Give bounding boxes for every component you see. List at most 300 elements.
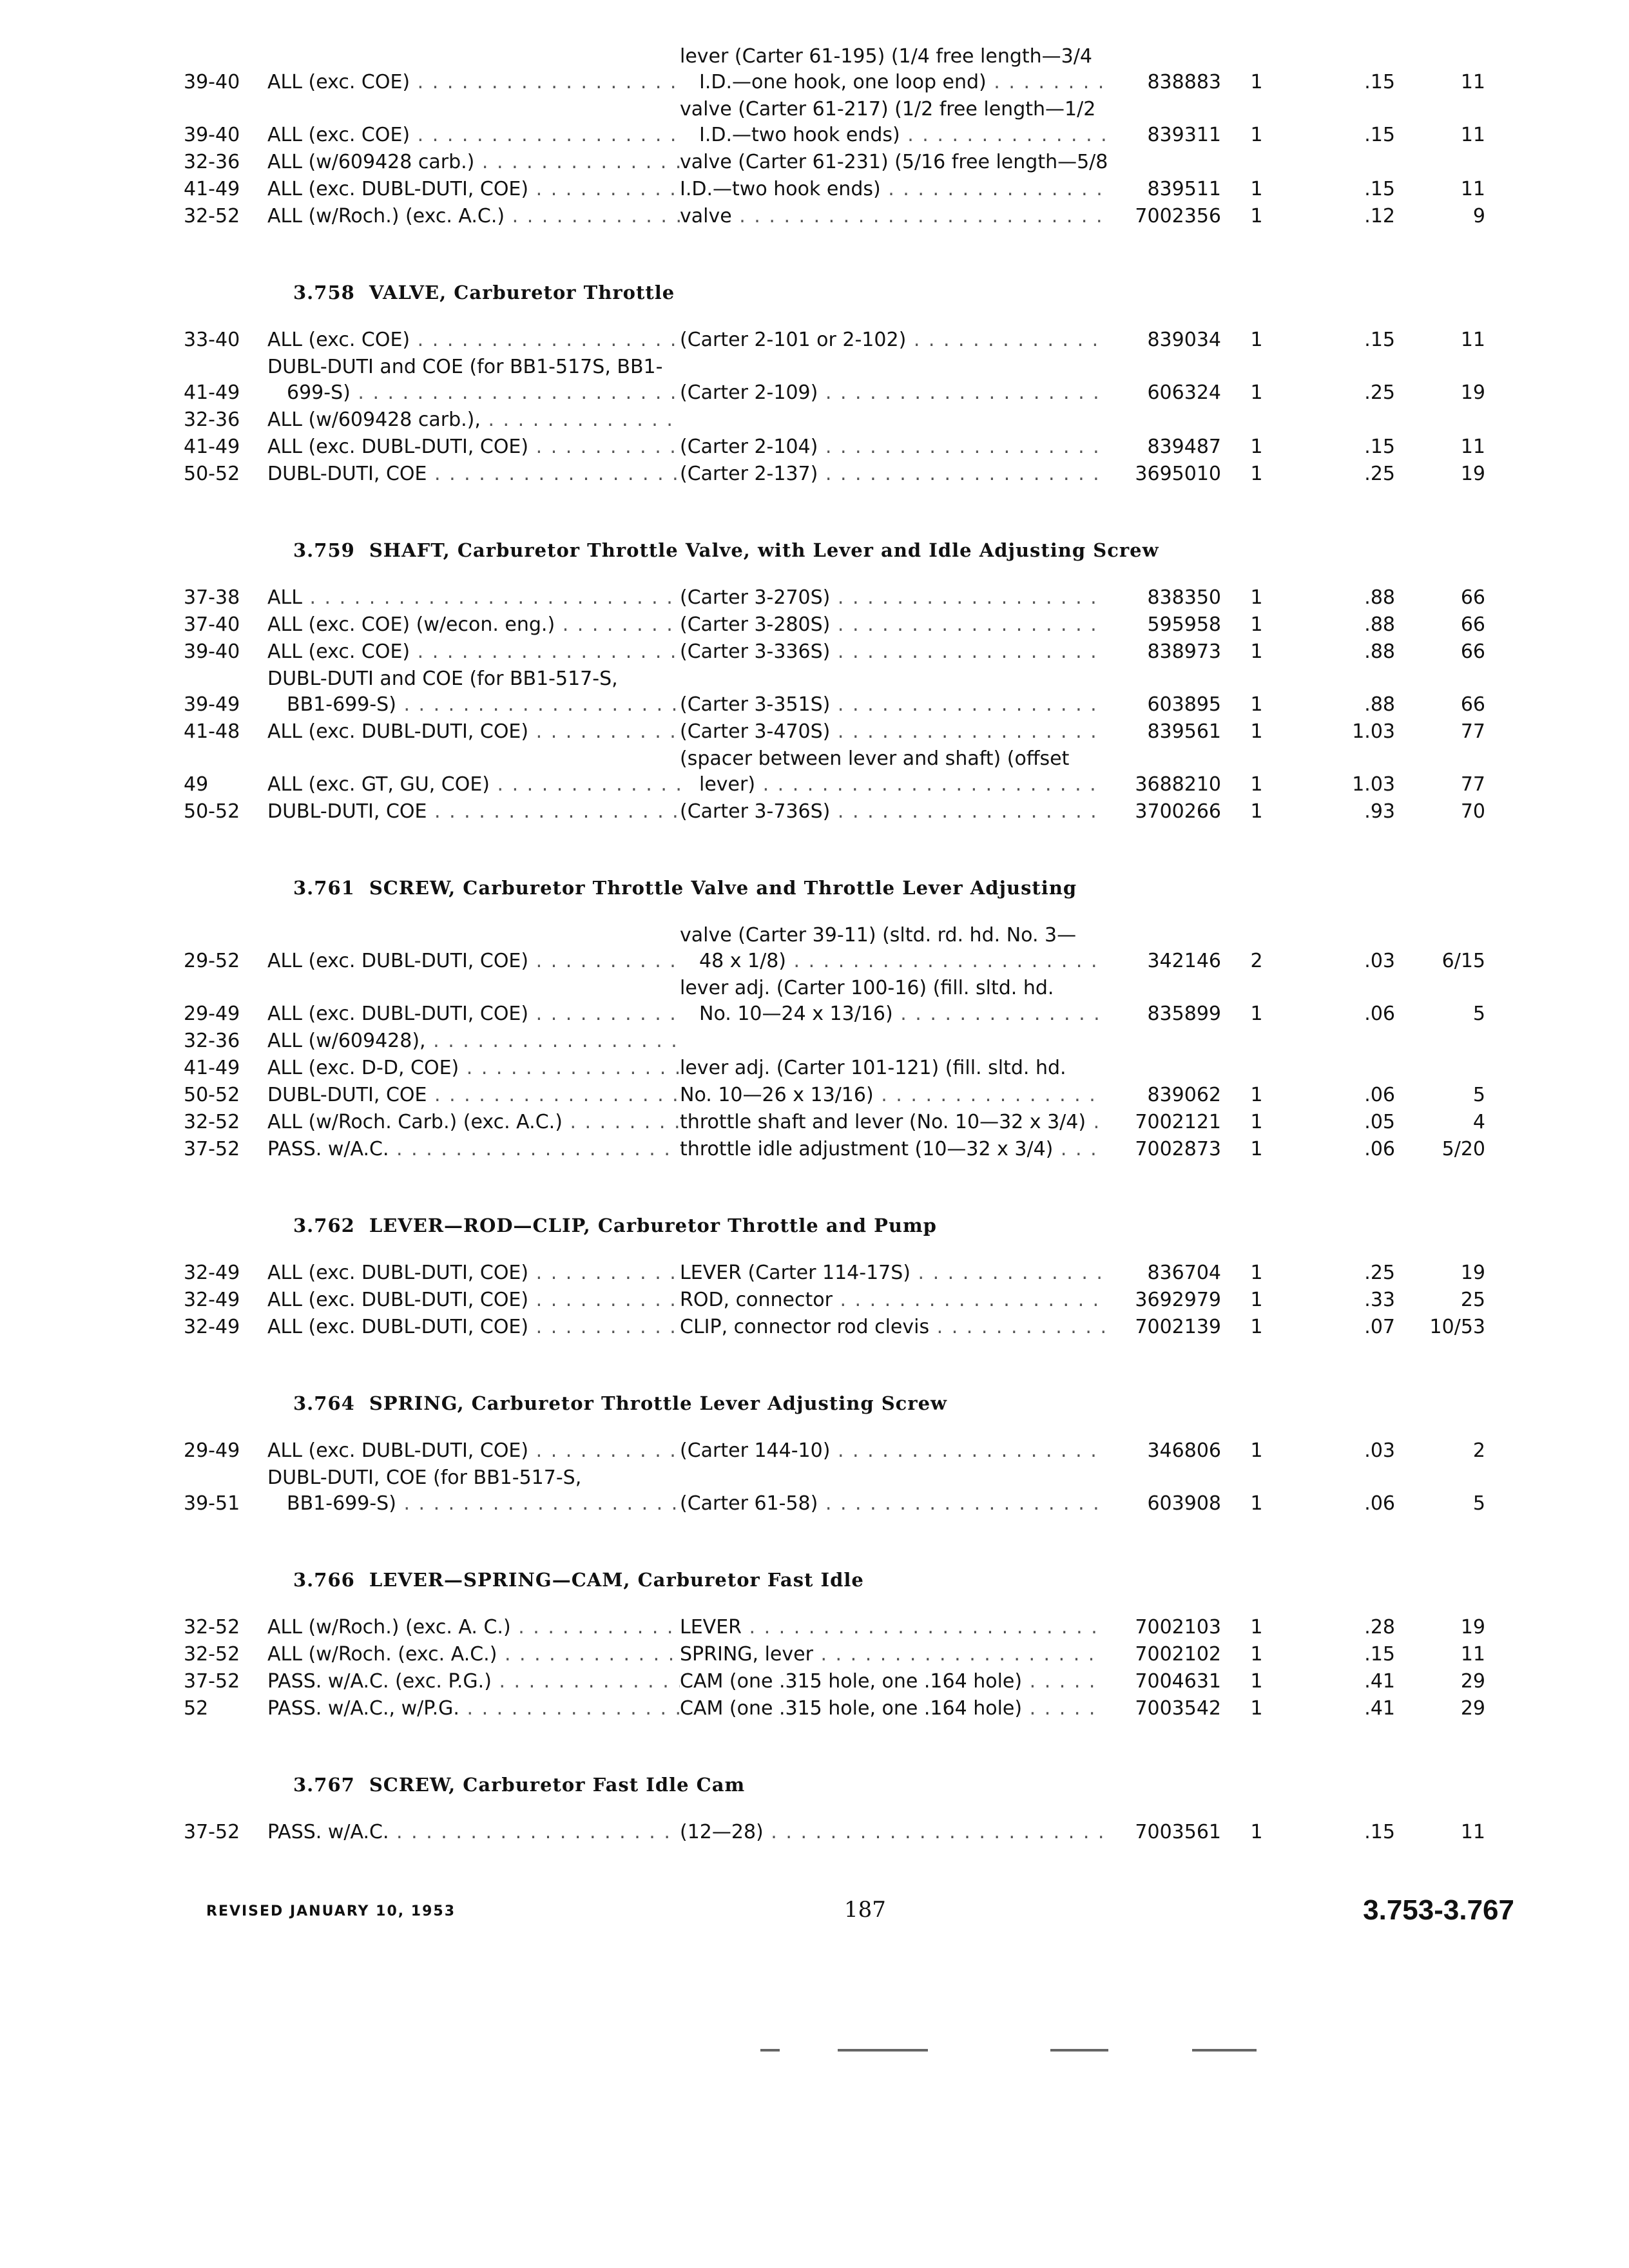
weight: 19 (1460, 463, 1485, 485)
application-line: DUBL-DUTI, COE . . . (267, 799, 680, 825)
description-line: lever adj. (Carter 101-121) (fill. sltd. hd. (680, 1057, 1066, 1079)
weight: 66 (1460, 640, 1485, 663)
price: .06 (1364, 1138, 1395, 1160)
description (680, 1615, 1105, 1640)
part-number: 342146 (1147, 950, 1221, 972)
application-line: ALL (exc. DUBL-DUTI, COE) . . . (267, 1314, 680, 1340)
page-footer (206, 1894, 1514, 1933)
description-line: No. 10—24 x 13/16) . . . (680, 1001, 1105, 1027)
application-line: PASS. w/A.C., w/P.G. . . . (267, 1696, 680, 1722)
application (267, 70, 680, 95)
weight: 11 (1460, 1643, 1485, 1666)
quantity: 1 (1250, 1138, 1263, 1160)
description-line: ROD, connector . . . (680, 1287, 1105, 1313)
section-title: SPRING, Carburetor Throttle Lever Adjusting Screw (369, 1392, 948, 1414)
part-number: 3692979 (1135, 1289, 1221, 1311)
weight: 19 (1460, 1616, 1485, 1639)
description (680, 585, 1105, 611)
part-number: 7003561 (1135, 1821, 1221, 1843)
application (267, 1669, 680, 1695)
weight: 66 (1460, 693, 1485, 716)
application-line: ALL (exc. DUBL-DUTI, COE) . . . (267, 1438, 680, 1464)
model-years: 39-40 (184, 124, 240, 146)
model-years: 39-51 (184, 1492, 240, 1515)
description-line: (Carter 3-351S) . . . (680, 692, 1105, 718)
application-line: BB1-699-S) . . . (267, 692, 680, 718)
description-line: valve (Carter 39-11) (sltd. rd. hd. No. 3— (680, 924, 1077, 947)
application-line: ALL (w/609428 carb.), . . . (267, 407, 680, 433)
section-title: SCREW, Carburetor Fast Idle Cam (369, 1774, 746, 1796)
part-number: 838883 (1147, 71, 1221, 93)
part-number: 603895 (1147, 693, 1221, 716)
part-number: 839311 (1147, 124, 1221, 146)
application (267, 1287, 680, 1313)
weight: 11 (1460, 329, 1485, 351)
application-line: ALL (w/609428 carb.) . . . (267, 149, 680, 175)
application (267, 1110, 680, 1135)
application (267, 461, 680, 487)
application-line: ALL (exc. D-D, COE) . . . (267, 1055, 680, 1081)
model-years: 32-52 (184, 205, 240, 227)
part-entry (184, 204, 1514, 229)
price: .06 (1364, 1084, 1395, 1106)
model-years: 29-52 (184, 950, 240, 972)
application (267, 1820, 680, 1845)
description (680, 1820, 1105, 1845)
description-line: (Carter 3-270S) . . . (680, 585, 1105, 611)
price: .15 (1364, 436, 1395, 458)
application-line: BB1-699-S) . . . (267, 1491, 680, 1517)
part-entry (184, 666, 1514, 718)
part-number: 7002121 (1135, 1111, 1221, 1133)
part-number: 835899 (1147, 1003, 1221, 1025)
section-heading (293, 1213, 1514, 1238)
part-number: 7004631 (1135, 1670, 1221, 1693)
part-number: 839487 (1147, 436, 1221, 458)
price: .25 (1364, 1262, 1395, 1284)
part-number: 7002139 (1135, 1316, 1221, 1338)
application-line: ALL (w/Roch. Carb.) (exc. A.C.) . . . (267, 1110, 680, 1135)
part-number: 3688210 (1135, 773, 1221, 796)
application (267, 1260, 680, 1286)
quantity: 1 (1250, 1003, 1263, 1025)
parts-section (184, 1567, 1514, 1722)
application (267, 1082, 680, 1108)
part-entry (184, 1696, 1514, 1722)
part-entry (184, 327, 1514, 353)
description (680, 1491, 1105, 1517)
description-line: I.D.—two hook ends) . . . (680, 122, 1105, 148)
parts-section (184, 280, 1514, 487)
price: .05 (1364, 1111, 1395, 1133)
description (680, 799, 1105, 825)
description (680, 1642, 1105, 1667)
description (680, 1669, 1105, 1695)
description-line: (Carter 3-280S) . . . (680, 612, 1105, 638)
model-years: 29-49 (184, 1003, 240, 1025)
part-entry (184, 407, 1514, 433)
weight: 4 (1472, 1111, 1485, 1133)
application (267, 1696, 680, 1722)
part-number: 7002873 (1135, 1138, 1221, 1160)
quantity: 2 (1250, 950, 1263, 972)
quantity: 1 (1250, 773, 1263, 796)
weight: 77 (1460, 773, 1485, 796)
description-line: valve (Carter 61-231) (5/16 free length—5/8 (680, 151, 1108, 173)
model-years: 32-49 (184, 1289, 240, 1311)
model-years: 50-52 (184, 463, 240, 485)
description (680, 639, 1105, 665)
section-heading (293, 1772, 1514, 1798)
description (680, 461, 1105, 487)
parts-list (184, 44, 1514, 1896)
application (267, 719, 680, 745)
price: .88 (1364, 640, 1395, 663)
weight: 11 (1460, 1821, 1485, 1843)
model-years: 41-49 (184, 436, 240, 458)
description (680, 692, 1105, 718)
section-range: 3.753-3.767 (1363, 1894, 1514, 1926)
weight: 5 (1472, 1003, 1485, 1025)
description-line: LEVER (Carter 114-17S) . . . (680, 1260, 1105, 1286)
part-number: 3700266 (1135, 800, 1221, 823)
section-heading (293, 537, 1514, 563)
description (680, 746, 1105, 798)
parts-section (184, 44, 1514, 229)
application-line: ALL (exc. DUBL-DUTI, COE) . . . (267, 434, 680, 460)
description-line: No. 10—26 x 13/16) . . . (680, 1082, 1105, 1108)
part-entry (184, 719, 1514, 745)
price: .25 (1364, 463, 1395, 485)
application-line: DUBL-DUTI, COE (for BB1-517-S, (267, 1466, 582, 1489)
description-line: throttle shaft and lever (No. 10—32 x 3/4) . . . (680, 1110, 1105, 1135)
quantity: 1 (1250, 71, 1263, 93)
part-number: 7002102 (1135, 1643, 1221, 1666)
price: .88 (1364, 613, 1395, 636)
description-line: (Carter 2-104) . . . (680, 434, 1105, 460)
application (267, 434, 680, 460)
part-entry (184, 97, 1514, 148)
section-heading (293, 280, 1514, 305)
quantity: 1 (1250, 613, 1263, 636)
application-line: DUBL-DUTI, COE . . . (267, 461, 680, 487)
model-years: 33-40 (184, 329, 240, 351)
model-years: 32-36 (184, 1030, 240, 1052)
part-entry (184, 1055, 1514, 1081)
part-entry (184, 1314, 1514, 1340)
description-line: (Carter 2-137) . . . (680, 461, 1105, 487)
weight: 11 (1460, 436, 1485, 458)
quantity: 1 (1250, 720, 1263, 743)
application-line: ALL (w/Roch.) (exc. A. C.) . . . (267, 1615, 680, 1640)
weight: 11 (1460, 124, 1485, 146)
part-entry (184, 1287, 1514, 1313)
section-heading (293, 875, 1514, 901)
part-entry (184, 1438, 1514, 1464)
part-entry (184, 1260, 1514, 1286)
description-line: CAM (one .315 hole, one .164 hole) . . . (680, 1696, 1105, 1722)
model-years: 41-49 (184, 178, 240, 200)
part-number: 7003542 (1135, 1697, 1221, 1720)
section-number: 3.761 (293, 877, 355, 899)
quantity: 1 (1250, 178, 1263, 200)
model-years: 37-52 (184, 1670, 240, 1693)
application-line: ALL (exc. COE) (w/econ. eng.) . . . (267, 612, 680, 638)
part-number: 838973 (1147, 640, 1221, 663)
description-line: (Carter 61-58) . . . (680, 1491, 1105, 1517)
model-years: 39-49 (184, 693, 240, 716)
part-entry (184, 1082, 1514, 1108)
price: .15 (1364, 178, 1395, 200)
part-entry (184, 639, 1514, 665)
quantity: 1 (1250, 1643, 1263, 1666)
application (267, 122, 680, 148)
description-line: (Carter 2-101 or 2-102) . . . (680, 327, 1105, 353)
application-line: ALL (exc. GT, GU, COE) . . . (267, 772, 680, 798)
weight: 29 (1460, 1697, 1485, 1720)
price: .15 (1364, 71, 1395, 93)
application-line: ALL (exc. COE) . . . (267, 70, 680, 95)
application-line: ALL (w/Roch. (exc. A.C.) . . . (267, 1642, 680, 1667)
quantity: 1 (1250, 205, 1263, 227)
description (680, 204, 1105, 229)
description-line: CAM (one .315 hole, one .164 hole) . . . (680, 1669, 1105, 1695)
part-entry (184, 434, 1514, 460)
application (267, 1028, 680, 1054)
weight: 11 (1460, 71, 1485, 93)
part-number: 603908 (1147, 1492, 1221, 1515)
model-years: 32-36 (184, 151, 240, 173)
quantity: 1 (1250, 1670, 1263, 1693)
description-line: 48 x 1/8) . . . (680, 948, 1105, 974)
price: 1.03 (1352, 773, 1395, 796)
price: .33 (1364, 1289, 1395, 1311)
description (680, 1260, 1105, 1286)
application (267, 149, 680, 175)
model-years: 32-49 (184, 1262, 240, 1284)
section-title: LEVER—SPRING—CAM, Carburetor Fast Idle (369, 1569, 864, 1591)
model-years: 32-36 (184, 408, 240, 431)
part-number: 839511 (1147, 178, 1221, 200)
description-line: (Carter 3-470S) . . . (680, 719, 1105, 745)
application (267, 1055, 680, 1081)
quantity: 1 (1250, 329, 1263, 351)
description (680, 612, 1105, 638)
description (680, 177, 1105, 202)
section-number: 3.759 (293, 539, 355, 561)
quantity: 1 (1250, 640, 1263, 663)
part-entry (184, 354, 1514, 406)
weight: 29 (1460, 1670, 1485, 1693)
application (267, 612, 680, 638)
application-line: ALL (exc. DUBL-DUTI, COE) . . . (267, 948, 680, 974)
quantity: 1 (1250, 586, 1263, 609)
description (680, 1137, 1105, 1162)
part-entry (184, 177, 1514, 202)
application-line: ALL (exc. COE) . . . (267, 122, 680, 148)
part-entry (184, 1669, 1514, 1695)
description (680, 719, 1105, 745)
model-years: 37-38 (184, 586, 240, 609)
model-years: 41-48 (184, 720, 240, 743)
section-number: 3.767 (293, 1774, 355, 1796)
application-line: 699-S) . . . (267, 380, 680, 406)
part-number: 836704 (1147, 1262, 1221, 1284)
quantity: 1 (1250, 381, 1263, 404)
description-line: (spacer between lever and shaft) (offset (680, 747, 1070, 770)
section-number: 3.766 (293, 1569, 355, 1591)
description-line: SPRING, lever . . . (680, 1642, 1105, 1667)
quantity: 1 (1250, 1262, 1263, 1284)
weight: 66 (1460, 586, 1485, 609)
description-line: I.D.—two hook ends) . . . (680, 177, 1105, 202)
part-entry (184, 975, 1514, 1027)
application-line: ALL (exc. DUBL-DUTI, COE) . . . (267, 719, 680, 745)
part-entry (184, 1110, 1514, 1135)
model-years: 32-52 (184, 1111, 240, 1133)
application (267, 354, 680, 406)
application-line: PASS. w/A.C. . . . (267, 1820, 680, 1845)
price: .25 (1364, 381, 1395, 404)
revision-date: REVISED JANUARY 10, 1953 (206, 1903, 456, 1919)
application-line: DUBL-DUTI and COE (for BB1-517-S, (267, 668, 618, 690)
description (680, 1110, 1105, 1135)
application-line: ALL (exc. DUBL-DUTI, COE) . . . (267, 1001, 680, 1027)
description-line: valve . . . (680, 204, 1105, 229)
section-title: SCREW, Carburetor Throttle Valve and Throttle Lever Adjusting (369, 877, 1077, 899)
application-line: ALL (w/609428), . . . (267, 1028, 680, 1054)
application (267, 1615, 680, 1640)
description-line: (12—28) . . . (680, 1820, 1105, 1845)
description (680, 1314, 1105, 1340)
weight: 77 (1460, 720, 1485, 743)
application (267, 666, 680, 718)
part-entry (184, 799, 1514, 825)
model-years: 41-49 (184, 381, 240, 404)
description (680, 923, 1105, 974)
section-number: 3.758 (293, 282, 355, 303)
description (680, 1055, 1105, 1081)
part-number: 346806 (1147, 1439, 1221, 1462)
part-entry (184, 1028, 1514, 1054)
description-line: LEVER . . . (680, 1615, 1105, 1640)
section-number: 3.764 (293, 1392, 355, 1414)
price: .93 (1364, 800, 1395, 823)
application (267, 204, 680, 229)
application (267, 407, 680, 433)
parts-section (184, 1213, 1514, 1340)
description (680, 1696, 1105, 1722)
description-line: CLIP, connector rod clevis . . . (680, 1314, 1105, 1340)
description-line: (Carter 3-336S) . . . (680, 639, 1105, 665)
part-entry (184, 746, 1514, 798)
section-title: VALVE, Carburetor Throttle (369, 282, 675, 303)
description-line: lever (Carter 61-195) (1/4 free length—3/4 (680, 45, 1092, 68)
model-years: 49 (184, 773, 209, 796)
description (680, 97, 1105, 148)
application (267, 639, 680, 665)
price: .03 (1364, 1439, 1395, 1462)
quantity: 1 (1250, 1821, 1263, 1843)
application (267, 1465, 680, 1517)
part-entry (184, 585, 1514, 611)
quantity: 1 (1250, 1111, 1263, 1133)
model-years: 39-40 (184, 640, 240, 663)
model-years: 37-52 (184, 1138, 240, 1160)
application (267, 799, 680, 825)
quantity: 1 (1250, 1316, 1263, 1338)
part-entry (184, 1465, 1514, 1517)
part-entry (184, 1820, 1514, 1845)
description (680, 149, 1108, 175)
description-line: lever) . . . (680, 772, 1105, 798)
part-number: 3695010 (1135, 463, 1221, 485)
section-title: SHAFT, Carburetor Throttle Valve, with Lever and Idle Adjusting Screw (369, 539, 1159, 561)
price: .07 (1364, 1316, 1395, 1338)
description-line: I.D.—one hook, one loop end) . . . (680, 70, 1105, 95)
quantity: 1 (1250, 436, 1263, 458)
application (267, 585, 680, 611)
part-number: 595958 (1147, 613, 1221, 636)
price: .41 (1364, 1697, 1395, 1720)
quantity: 1 (1250, 693, 1263, 716)
part-number: 7002356 (1135, 205, 1221, 227)
part-entry (184, 44, 1514, 95)
part-number: 606324 (1147, 381, 1221, 404)
model-years: 50-52 (184, 1084, 240, 1106)
weight: 19 (1460, 381, 1485, 404)
price: .41 (1364, 1670, 1395, 1693)
model-years: 37-52 (184, 1821, 240, 1843)
part-entry (184, 149, 1514, 175)
price: .12 (1364, 205, 1395, 227)
application-line: ALL (exc. DUBL-DUTI, COE) . . . (267, 1260, 680, 1286)
model-years: 32-52 (184, 1643, 240, 1666)
weight: 19 (1460, 1262, 1485, 1284)
part-number: 838350 (1147, 586, 1221, 609)
description (680, 380, 1105, 406)
weight: 5/20 (1441, 1138, 1485, 1160)
quantity: 1 (1250, 1697, 1263, 1720)
quantity: 1 (1250, 1492, 1263, 1515)
section-heading (293, 1390, 1514, 1416)
application (267, 948, 680, 974)
quantity: 1 (1250, 463, 1263, 485)
part-number: 7002103 (1135, 1616, 1221, 1639)
section-title: LEVER—ROD—CLIP, Carburetor Throttle and Pump (369, 1215, 937, 1236)
quantity: 1 (1250, 1439, 1263, 1462)
application-line: ALL (exc. COE) . . . (267, 327, 680, 353)
price: 1.03 (1352, 720, 1395, 743)
application-line: ALL (exc. DUBL-DUTI, COE) . . . (267, 177, 680, 202)
weight: 10/53 (1429, 1316, 1485, 1338)
price: .15 (1364, 1643, 1395, 1666)
application-line: ALL (exc. DUBL-DUTI, COE) . . . (267, 1287, 680, 1313)
weight: 70 (1460, 800, 1485, 823)
page-number: 187 (844, 1897, 886, 1923)
application (267, 1642, 680, 1667)
parts-section (184, 1772, 1514, 1845)
scan-marks (760, 2049, 1276, 2055)
description (680, 434, 1105, 460)
application (267, 772, 680, 798)
application (267, 1137, 680, 1162)
part-number: 839561 (1147, 720, 1221, 743)
model-years: 32-52 (184, 1616, 240, 1639)
description (680, 1438, 1105, 1464)
section-number: 3.762 (293, 1215, 355, 1236)
part-number: 839034 (1147, 329, 1221, 351)
